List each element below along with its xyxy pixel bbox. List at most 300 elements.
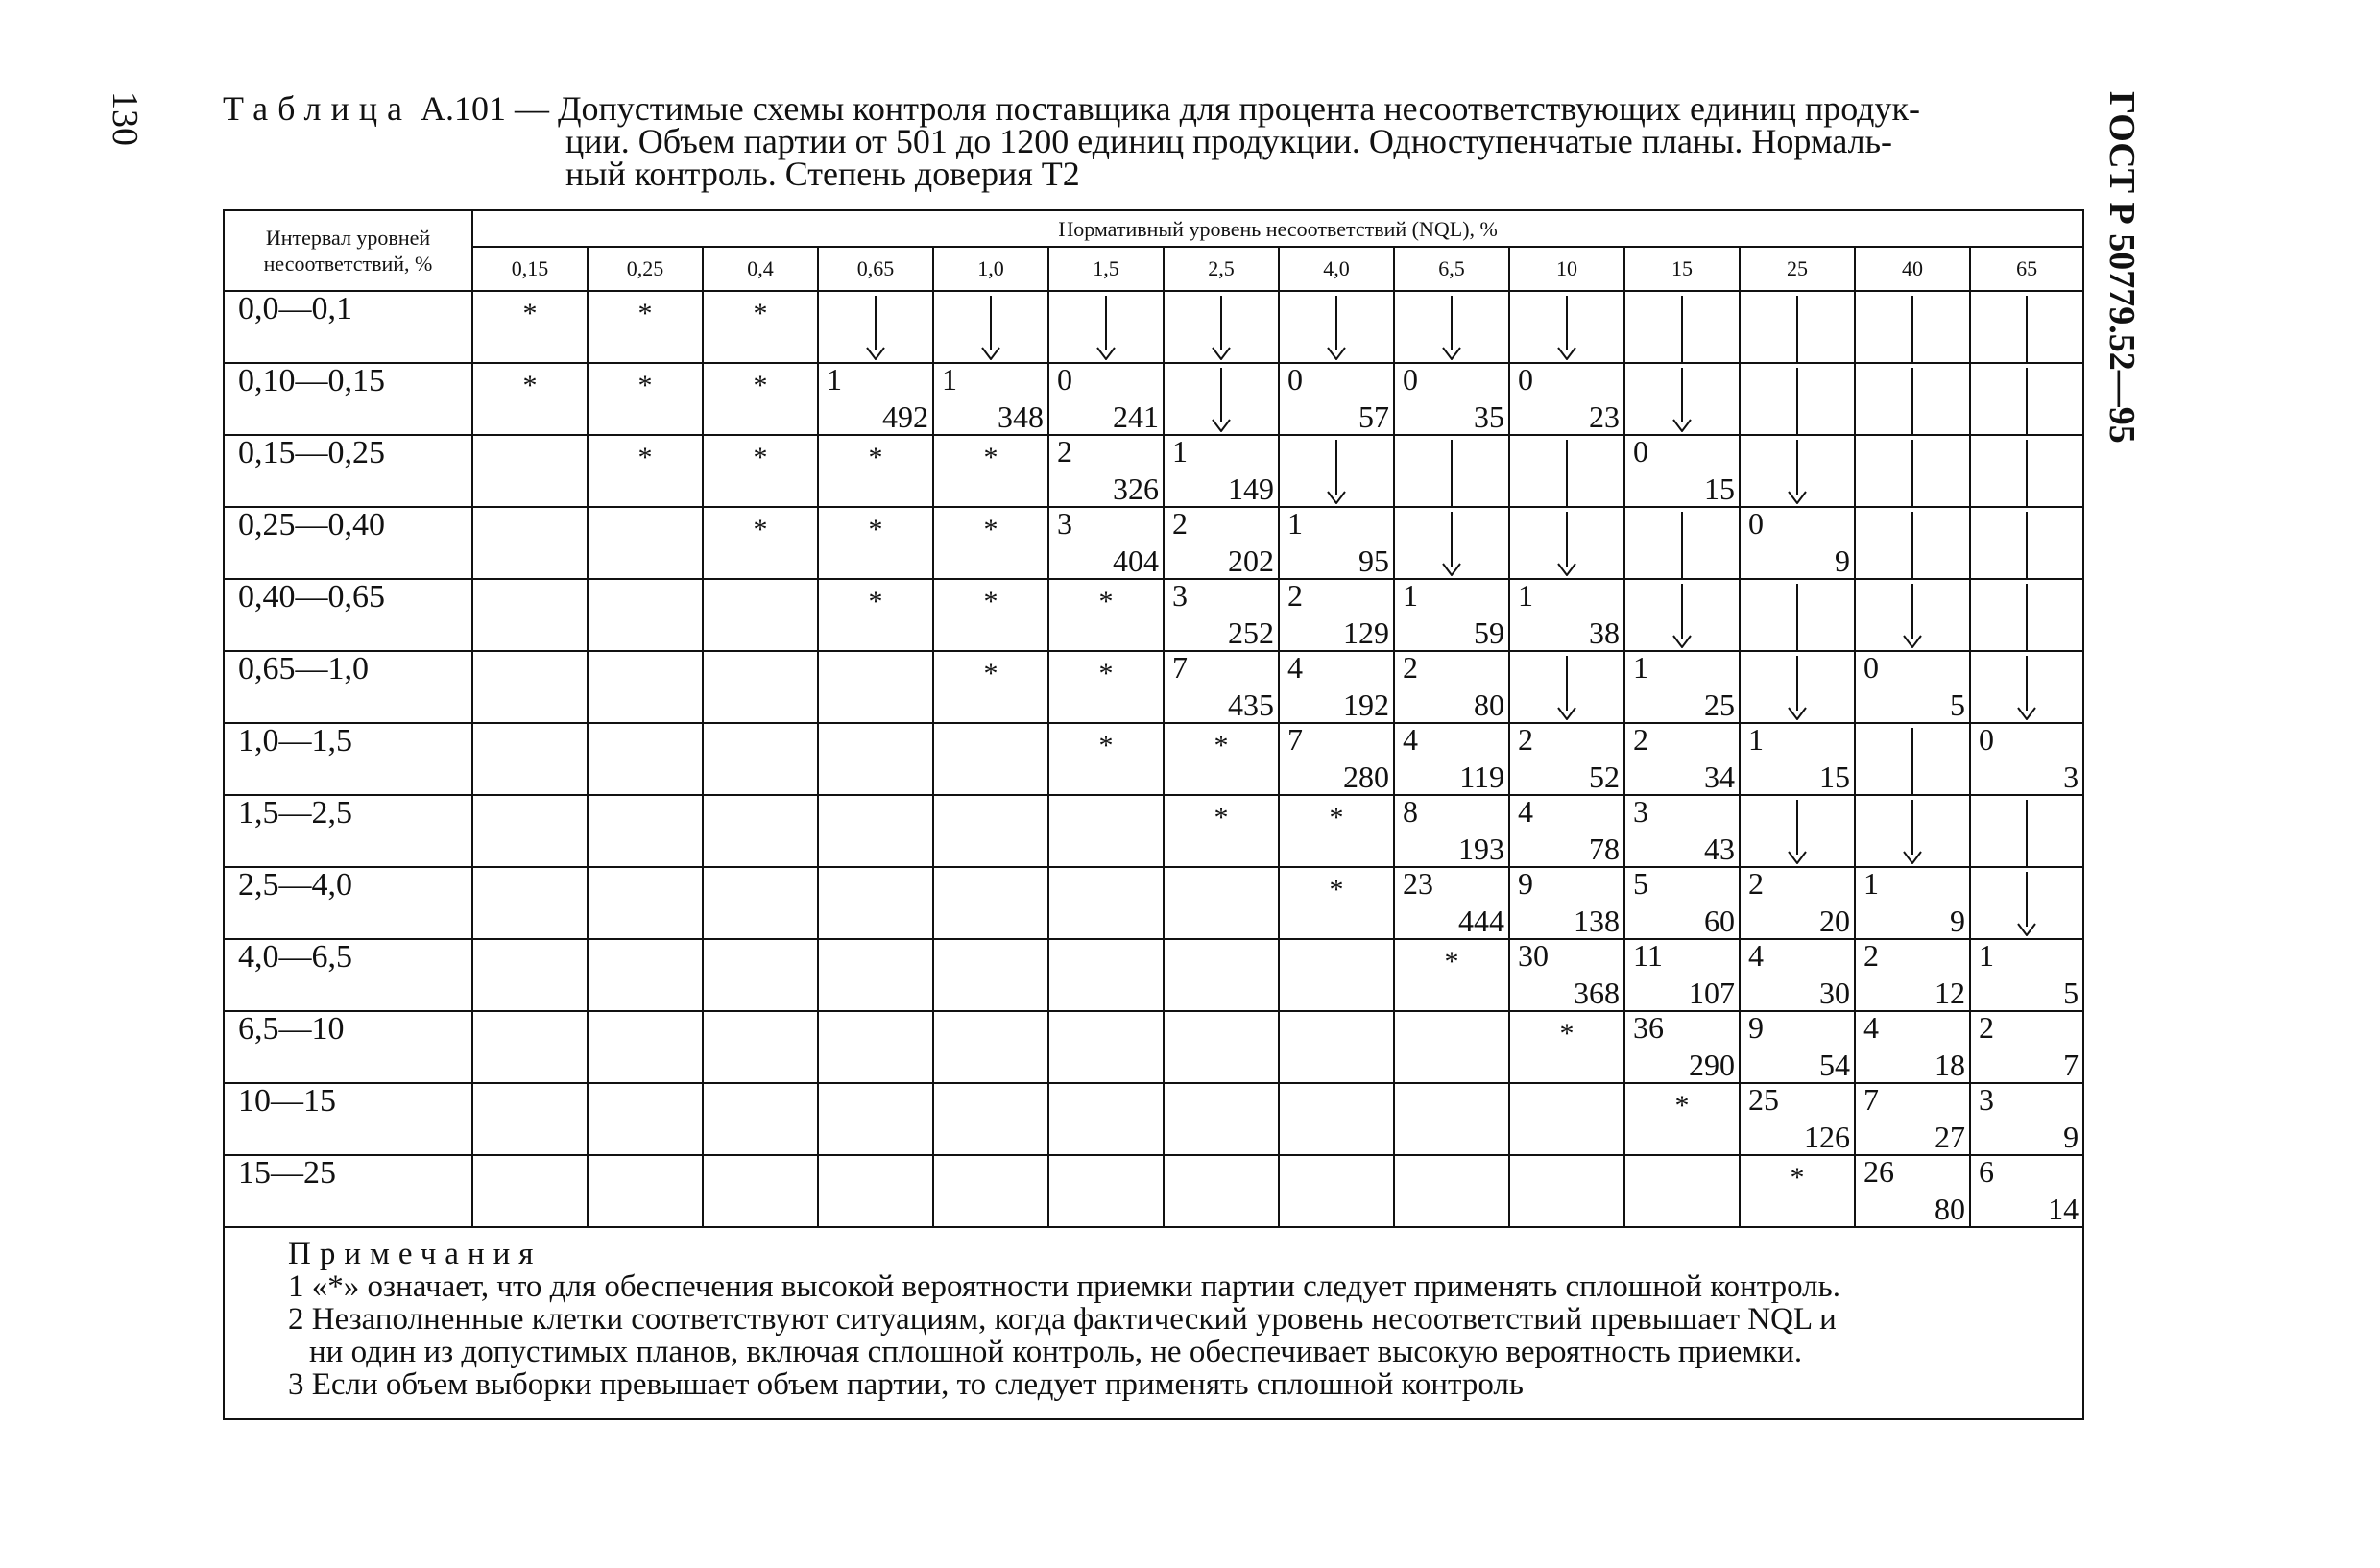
arrow-shaft <box>1796 368 1798 434</box>
arrow-down-cell <box>1164 363 1279 435</box>
asterisk-mark: * <box>983 658 998 689</box>
column-header-row <box>224 247 2083 291</box>
sample-size: 126 <box>1804 1120 1850 1154</box>
empty-cell <box>703 795 818 867</box>
empty-cell <box>1279 1011 1394 1083</box>
asterisk-mark: * <box>637 442 653 473</box>
asterisk-mark: * <box>753 298 768 329</box>
arrow-down-cell <box>1509 507 1624 579</box>
plan-cell <box>1624 939 1740 1011</box>
empty-cell <box>588 507 703 579</box>
arrow-down-icon <box>2017 707 2036 720</box>
full-inspection-cell <box>588 363 703 435</box>
column-header: 0,4 <box>703 247 818 291</box>
plan-cell <box>1509 363 1624 435</box>
arrow-down-icon <box>1788 707 1807 720</box>
empty-cell <box>703 1155 818 1227</box>
plan-cell <box>1164 507 1279 579</box>
table-row <box>224 507 2083 579</box>
plan-cell <box>1279 507 1394 579</box>
arrow-down-cell <box>1740 435 1855 507</box>
arrow-line-cell <box>1740 291 1855 363</box>
note-1: 1 «*» означает, что для обеспечения высокой вероятности приемки партии следует применять сплошной контроль. <box>288 1269 1840 1304</box>
acceptance-number: 3 <box>1172 578 1188 613</box>
plan-cell <box>1855 1011 1970 1083</box>
empty-cell <box>818 795 933 867</box>
empty-cell <box>1279 939 1394 1011</box>
arrow-shaft <box>1911 440 1913 506</box>
sample-size: 14 <box>2048 1192 2079 1226</box>
sample-size: 435 <box>1228 688 1274 722</box>
row-label: 0,25—0,40 <box>224 507 472 579</box>
empty-cell <box>472 507 588 579</box>
sample-size: 404 <box>1113 543 1159 578</box>
arrow-line-cell <box>1970 291 2083 363</box>
plan-cell <box>1970 939 2083 1011</box>
empty-cell <box>1279 1083 1394 1155</box>
arrow-line-cell <box>1970 795 2083 867</box>
empty-cell <box>703 1011 818 1083</box>
empty-cell <box>703 1083 818 1155</box>
plan-cell <box>1279 579 1394 651</box>
column-header: 1,5 <box>1048 247 1164 291</box>
sample-size: 80 <box>1935 1192 1965 1226</box>
full-inspection-cell <box>1048 651 1164 723</box>
empty-cell <box>1164 1083 1279 1155</box>
full-inspection-cell <box>1279 795 1394 867</box>
acceptance-number: 4 <box>1518 794 1533 829</box>
acceptance-number: 7 <box>1172 650 1188 685</box>
asterisk-mark: * <box>983 586 998 617</box>
arrow-shaft <box>1681 368 1683 422</box>
sample-size: 20 <box>1819 904 1850 938</box>
empty-cell <box>933 939 1048 1011</box>
empty-cell <box>1048 867 1164 939</box>
acceptance-number: 0 <box>1057 362 1072 397</box>
plan-cell <box>1740 1083 1855 1155</box>
empty-cell <box>818 867 933 939</box>
plan-cell <box>1394 867 1509 939</box>
column-header: 6,5 <box>1394 247 1509 291</box>
empty-cell <box>472 795 588 867</box>
note-3: 3 Если объем выборки превышает объем партии, то следует применять сплошной контроль <box>288 1367 1524 1402</box>
acceptance-number: 2 <box>1287 578 1303 613</box>
arrow-down-icon <box>1903 851 1922 864</box>
row-label: 4,0—6,5 <box>224 939 472 1011</box>
arrow-down-icon <box>1212 347 1231 360</box>
arrow-down-cell <box>1624 579 1740 651</box>
sample-size: 290 <box>1689 1048 1735 1082</box>
full-inspection-cell <box>1509 1011 1624 1083</box>
arrow-down-icon <box>1557 347 1576 360</box>
plan-cell <box>1740 867 1855 939</box>
arrow-down-cell <box>1970 867 2083 939</box>
arrow-down-icon <box>2017 923 2036 936</box>
plan-cell <box>1624 723 1740 795</box>
sample-size: 35 <box>1474 399 1504 434</box>
arrow-down-cell <box>1048 291 1164 363</box>
plan-cell <box>1970 723 2083 795</box>
arrow-down-icon <box>1672 419 1692 432</box>
empty-cell <box>472 1083 588 1155</box>
empty-cell <box>588 939 703 1011</box>
empty-cell <box>588 867 703 939</box>
empty-cell <box>933 867 1048 939</box>
arrow-down-icon <box>1788 851 1807 864</box>
plan-cell <box>1048 435 1164 507</box>
arrow-shaft <box>1911 728 1913 794</box>
notes-heading: Примечания <box>288 1237 542 1271</box>
empty-cell <box>818 1011 933 1083</box>
acceptance-number: 7 <box>1287 722 1303 757</box>
full-inspection-cell <box>472 363 588 435</box>
asterisk-mark: * <box>1098 586 1114 617</box>
sample-size: 9 <box>2063 1120 2079 1154</box>
plan-cell <box>1970 1011 2083 1083</box>
acceptance-number: 2 <box>1403 650 1418 685</box>
sample-size: 27 <box>1935 1120 1965 1154</box>
sample-size: 7 <box>2063 1048 2079 1082</box>
sample-size: 43 <box>1704 832 1735 866</box>
acceptance-number: 1 <box>827 362 842 397</box>
arrow-down-icon <box>1788 491 1807 504</box>
arrow-line-cell <box>1509 435 1624 507</box>
arrow-shaft <box>1335 440 1337 495</box>
sample-size: 25 <box>1704 688 1735 722</box>
asterisk-mark: * <box>637 298 653 329</box>
arrow-shaft <box>1796 800 1798 855</box>
arrow-shaft <box>1681 296 1683 362</box>
empty-cell <box>588 1011 703 1083</box>
acceptance-number: 5 <box>1633 866 1648 901</box>
sample-size: 280 <box>1343 760 1389 794</box>
empty-cell <box>1048 795 1164 867</box>
row-label: 0,10—0,15 <box>224 363 472 435</box>
row-label: 0,15—0,25 <box>224 435 472 507</box>
plan-cell <box>1624 651 1740 723</box>
empty-cell <box>472 579 588 651</box>
plan-cell <box>1970 1155 2083 1227</box>
acceptance-number: 4 <box>1403 722 1418 757</box>
asterisk-mark: * <box>1674 1090 1690 1122</box>
arrow-down-cell <box>1970 651 2083 723</box>
arrow-down-cell <box>1279 435 1394 507</box>
plan-cell <box>1624 1011 1740 1083</box>
acceptance-number: 2 <box>1748 866 1764 901</box>
empty-cell <box>1394 1155 1509 1227</box>
empty-cell <box>472 939 588 1011</box>
asterisk-mark: * <box>753 514 768 545</box>
full-inspection-cell <box>703 435 818 507</box>
column-header: 0,25 <box>588 247 703 291</box>
full-inspection-cell <box>933 651 1048 723</box>
table-row <box>224 435 2083 507</box>
plan-cell <box>1279 651 1394 723</box>
full-inspection-cell <box>1164 795 1279 867</box>
empty-cell <box>1509 1083 1624 1155</box>
plan-cell <box>1048 363 1164 435</box>
plan-cell <box>1048 507 1164 579</box>
acceptance-number: 0 <box>1979 722 1994 757</box>
table-row <box>224 579 2083 651</box>
arrow-down-cell <box>1509 291 1624 363</box>
arrow-line-cell <box>1970 435 2083 507</box>
arrow-line-cell <box>1740 363 1855 435</box>
acceptance-number: 2 <box>1633 722 1648 757</box>
empty-cell <box>472 867 588 939</box>
row-header: Интервал уровней несоответствий, % <box>224 210 472 291</box>
empty-cell <box>472 435 588 507</box>
table-row <box>224 867 2083 939</box>
empty-cell <box>588 795 703 867</box>
sample-size: 444 <box>1458 904 1504 938</box>
sample-size: 57 <box>1358 399 1389 434</box>
empty-cell <box>703 939 818 1011</box>
empty-cell <box>1164 1155 1279 1227</box>
empty-cell <box>1509 1155 1624 1227</box>
acceptance-number: 2 <box>1057 434 1072 469</box>
plan-cell <box>1509 795 1624 867</box>
arrow-shaft <box>875 296 877 350</box>
sample-size: 192 <box>1343 688 1389 722</box>
row-label: 1,5—2,5 <box>224 795 472 867</box>
plan-cell <box>1279 723 1394 795</box>
empty-cell <box>1048 1083 1164 1155</box>
plan-cell <box>1624 867 1740 939</box>
arrow-shaft <box>1451 440 1453 506</box>
column-group-header: Нормативный уровень несоответствий (NQL), % <box>472 210 2083 247</box>
empty-cell <box>933 723 1048 795</box>
notes-cell <box>224 1227 2083 1419</box>
full-inspection-cell <box>933 507 1048 579</box>
asterisk-mark: * <box>753 442 768 473</box>
arrow-down-icon <box>1327 491 1346 504</box>
sample-size: 80 <box>1474 688 1504 722</box>
sample-size: 12 <box>1935 976 1965 1010</box>
sample-size: 119 <box>1459 760 1504 794</box>
arrow-down-icon <box>1442 563 1461 576</box>
arrow-down-cell <box>818 291 933 363</box>
empty-cell <box>703 723 818 795</box>
arrow-down-cell <box>1624 363 1740 435</box>
arrow-shaft <box>1681 512 1683 578</box>
asterisk-mark: * <box>868 442 883 473</box>
arrow-down-cell <box>1855 795 1970 867</box>
arrow-line-cell <box>1970 363 2083 435</box>
plan-cell <box>1509 867 1624 939</box>
caption-number: А.101 — <box>420 89 549 128</box>
column-header: 15 <box>1624 247 1740 291</box>
empty-cell <box>588 1155 703 1227</box>
acceptance-number: 2 <box>1172 506 1188 541</box>
acceptance-number: 8 <box>1403 794 1418 829</box>
arrow-shaft <box>1451 512 1453 567</box>
plan-cell <box>1740 723 1855 795</box>
table-row <box>224 795 2083 867</box>
table-row <box>224 651 2083 723</box>
empty-cell <box>933 1011 1048 1083</box>
acceptance-number: 2 <box>1518 722 1533 757</box>
row-label: 15—25 <box>224 1155 472 1227</box>
arrow-down-cell <box>1394 507 1509 579</box>
acceptance-number: 4 <box>1863 1010 1879 1045</box>
plan-cell <box>818 363 933 435</box>
full-inspection-cell <box>818 507 933 579</box>
empty-cell <box>1164 1011 1279 1083</box>
sample-size: 5 <box>1950 688 1965 722</box>
plan-cell <box>1855 1083 1970 1155</box>
acceptance-number: 0 <box>1748 506 1764 541</box>
plan-cell <box>1855 651 1970 723</box>
row-label: 6,5—10 <box>224 1011 472 1083</box>
sample-size: 492 <box>882 399 928 434</box>
plan-cell <box>1164 579 1279 651</box>
arrow-line-cell <box>1624 507 1740 579</box>
column-header: 10 <box>1509 247 1624 291</box>
plan-cell <box>1164 435 1279 507</box>
plan-cell <box>1509 579 1624 651</box>
plan-cell <box>1740 507 1855 579</box>
caption-line-3: ный контроль. Степень доверия Т2 <box>565 155 1080 193</box>
empty-cell <box>703 579 818 651</box>
empty-cell <box>472 1155 588 1227</box>
arrow-down-icon <box>1557 563 1576 576</box>
acceptance-number: 23 <box>1403 866 1433 901</box>
column-header: 65 <box>1970 247 2083 291</box>
sampling-plans-table <box>223 209 2084 1420</box>
asterisk-mark: * <box>522 370 538 401</box>
column-header: 4,0 <box>1279 247 1394 291</box>
full-inspection-cell <box>703 507 818 579</box>
plan-cell <box>933 363 1048 435</box>
arrow-shaft <box>2026 656 2028 711</box>
empty-cell <box>933 795 1048 867</box>
arrow-shaft <box>990 296 992 350</box>
arrow-down-cell <box>1279 291 1394 363</box>
plan-cell <box>1970 1083 2083 1155</box>
sample-size: 368 <box>1574 976 1620 1010</box>
sample-size: 202 <box>1228 543 1274 578</box>
arrow-line-cell <box>1855 363 1970 435</box>
empty-cell <box>703 651 818 723</box>
empty-cell <box>818 1083 933 1155</box>
sample-size: 15 <box>1704 471 1735 506</box>
acceptance-number: 7 <box>1863 1082 1879 1117</box>
asterisk-mark: * <box>983 442 998 473</box>
standard-designation: ГОСТ Р 50779.52—95 <box>2102 91 2142 444</box>
asterisk-mark: * <box>1098 730 1114 761</box>
column-header: 2,5 <box>1164 247 1279 291</box>
empty-cell <box>933 1155 1048 1227</box>
asterisk-mark: * <box>1329 802 1344 833</box>
arrow-line-cell <box>1855 435 1970 507</box>
acceptance-number: 0 <box>1863 650 1879 685</box>
acceptance-number: 1 <box>1863 866 1879 901</box>
arrow-shaft <box>1796 656 1798 711</box>
empty-cell <box>1164 939 1279 1011</box>
acceptance-number: 25 <box>1748 1082 1779 1117</box>
full-inspection-cell <box>1279 867 1394 939</box>
sample-size: 18 <box>1935 1048 1965 1082</box>
full-inspection-cell <box>818 435 933 507</box>
plan-cell <box>1855 1155 1970 1227</box>
empty-cell <box>472 1011 588 1083</box>
full-inspection-cell <box>1624 1083 1740 1155</box>
sample-size: 149 <box>1228 471 1274 506</box>
full-inspection-cell <box>703 291 818 363</box>
caption-line-1: Допустимые схемы контроля поставщика для процента несоответствующих единиц продук- <box>557 89 1920 128</box>
row-label: 0,40—0,65 <box>224 579 472 651</box>
arrow-down-icon <box>1212 419 1231 432</box>
acceptance-number: 4 <box>1748 938 1764 973</box>
row-label: 2,5—4,0 <box>224 867 472 939</box>
full-inspection-cell <box>1394 939 1509 1011</box>
arrow-shaft <box>2026 872 2028 927</box>
empty-cell <box>1624 1155 1740 1227</box>
full-inspection-cell <box>1048 579 1164 651</box>
acceptance-number: 3 <box>1633 794 1648 829</box>
row-label: 1,0—1,5 <box>224 723 472 795</box>
arrow-shaft <box>1911 512 1913 578</box>
acceptance-number: 6 <box>1979 1154 1994 1189</box>
arrow-line-cell <box>1855 723 1970 795</box>
sample-size: 23 <box>1589 399 1620 434</box>
column-header: 40 <box>1855 247 1970 291</box>
arrow-down-icon <box>1096 347 1116 360</box>
row-label: 10—15 <box>224 1083 472 1155</box>
table-body <box>224 291 2083 1227</box>
arrow-down-icon <box>1672 635 1692 648</box>
plan-cell <box>1394 723 1509 795</box>
acceptance-number: 2 <box>1863 938 1879 973</box>
page-number: 130 <box>105 91 145 146</box>
plan-cell <box>1624 795 1740 867</box>
empty-cell <box>588 1083 703 1155</box>
plan-cell <box>1164 651 1279 723</box>
arrow-down-cell <box>1509 651 1624 723</box>
acceptance-number: 1 <box>1979 938 1994 973</box>
arrow-shaft <box>1796 296 1798 362</box>
arrow-down-icon <box>981 347 1000 360</box>
empty-cell <box>1394 1011 1509 1083</box>
table-row <box>224 723 2083 795</box>
asterisk-mark: * <box>1214 802 1229 833</box>
full-inspection-cell <box>703 363 818 435</box>
asterisk-mark: * <box>1214 730 1229 761</box>
arrow-line-cell <box>1394 435 1509 507</box>
plan-cell <box>1509 723 1624 795</box>
sample-size: 38 <box>1589 615 1620 650</box>
full-inspection-cell <box>588 291 703 363</box>
caption-line-2: ции. Объем партии от 501 до 1200 единиц продукции. Одноступенчатые планы. Нормаль- <box>565 122 1893 160</box>
column-header: 1,0 <box>933 247 1048 291</box>
empty-cell <box>1279 1155 1394 1227</box>
acceptance-number: 1 <box>1633 650 1648 685</box>
empty-cell <box>472 651 588 723</box>
arrow-down-icon <box>1557 707 1576 720</box>
arrow-shaft <box>2026 440 2028 506</box>
column-header: 0,65 <box>818 247 933 291</box>
arrow-down-icon <box>866 347 885 360</box>
asterisk-mark: * <box>753 370 768 401</box>
sample-size: 3 <box>2063 760 2079 794</box>
column-header: 0,15 <box>472 247 588 291</box>
acceptance-number: 3 <box>1057 506 1072 541</box>
plan-cell <box>1855 939 1970 1011</box>
empty-cell <box>588 651 703 723</box>
acceptance-number: 9 <box>1518 866 1533 901</box>
plan-cell <box>1740 1011 1855 1083</box>
